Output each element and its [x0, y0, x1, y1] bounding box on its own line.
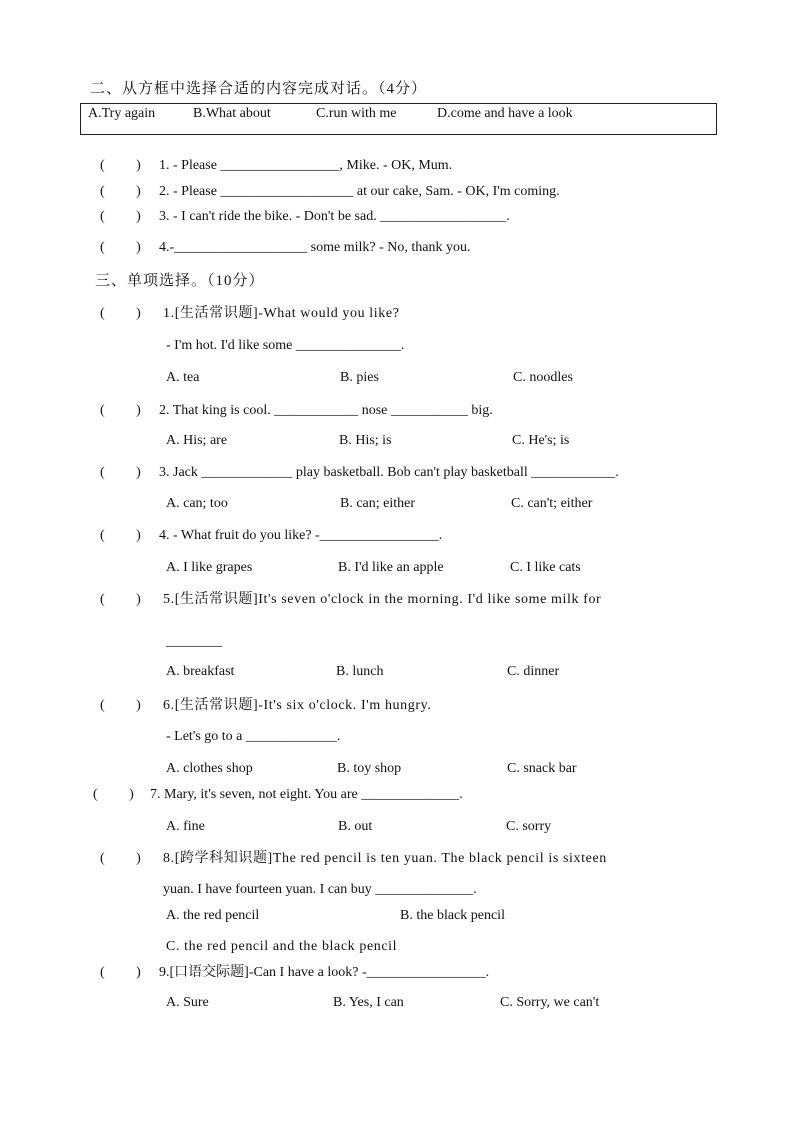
q3-option-c: C. can't; either: [511, 496, 593, 511]
q1-stem: 1.[生活常识题]-What would you like?: [163, 306, 400, 321]
q4-option-b: B. I'd like an apple: [338, 560, 444, 575]
s2-item-2-paren: ( ): [100, 184, 141, 199]
q2-stem: 2. That king is cool. ____________ nose ___________ big.: [159, 403, 493, 418]
q6-stem: 6.[生活常识题]-It's six o'clock. I'm hungry.: [163, 698, 432, 713]
q1-line2: - I'm hot. I'd like some _______________.: [166, 338, 405, 353]
q3-option-a: A. can; too: [166, 496, 228, 511]
q9-paren: ( ): [100, 965, 141, 980]
option-b: B.What about: [193, 106, 271, 121]
q9-option-a: A. Sure: [166, 995, 209, 1010]
q8-stem: 8.[跨学科知识题]The red pencil is ten yuan. The black pencil is sixteen: [163, 851, 607, 866]
option-box: [80, 103, 717, 135]
q1-option-b: B. pies: [340, 370, 379, 385]
q5-stem: 5.[生活常识题]It's seven o'clock in the morning. I'd like some milk for: [163, 592, 602, 607]
q5-paren: ( ): [100, 592, 141, 607]
section-2-heading: 二、从方框中选择合适的内容完成对话。（4分）: [90, 81, 428, 97]
q2-paren: ( ): [100, 403, 141, 418]
q2-option-c: C. He's; is: [512, 433, 570, 448]
s2-item-1-paren: ( ): [100, 158, 141, 173]
q2-option-b: B. His; is: [339, 433, 392, 448]
q8-option-a: A. the red pencil: [166, 908, 260, 923]
q1-option-c: C. noodles: [513, 370, 573, 385]
q8-option-c: C. the red pencil and the black pencil: [166, 939, 398, 954]
s2-item-1: 1. - Please _________________, Mike. - OK, Mum.: [159, 158, 453, 173]
q3-option-b: B. can; either: [340, 496, 416, 511]
q3-paren: ( ): [100, 465, 141, 480]
s2-item-3: 3. - I can't ride the bike. - Don't be sad. __________________.: [159, 209, 510, 224]
q4-stem: 4. - What fruit do you like? -_________________.: [159, 528, 443, 543]
q5-line2: ________: [166, 634, 222, 649]
q1-paren: ( ): [100, 306, 141, 321]
q5-option-b: B. lunch: [336, 664, 384, 679]
option-a: A.Try again: [88, 106, 156, 121]
s2-item-3-paren: ( ): [100, 209, 141, 224]
q5-option-a: A. breakfast: [166, 664, 235, 679]
q6-option-b: B. toy shop: [337, 761, 402, 776]
s2-item-2: 2. - Please ___________________ at our cake, Sam. - OK, I'm coming.: [159, 184, 560, 199]
option-d: D.come and have a look: [437, 106, 573, 121]
q7-option-a: A. fine: [166, 819, 205, 834]
q8-option-b: B. the black pencil: [400, 908, 505, 923]
q4-option-c: C. I like cats: [510, 560, 581, 575]
q9-stem: 9.[口语交际题]-Can I have a look? -_________________.: [159, 965, 490, 980]
option-c: C.run with me: [316, 106, 397, 121]
q7-option-c: C. sorry: [506, 819, 552, 834]
q9-option-c: C. Sorry, we can't: [500, 995, 600, 1010]
q7-paren: ( ): [93, 787, 134, 802]
q3-stem: 3. Jack _____________ play basketball. Bob can't play basketball ____________.: [159, 465, 619, 480]
s2-item-4: 4.-___________________ some milk? - No, thank you.: [159, 240, 471, 255]
q5-option-c: C. dinner: [507, 664, 560, 679]
q8-paren: ( ): [100, 851, 141, 866]
q6-option-c: C. snack bar: [507, 761, 577, 776]
s2-item-4-paren: ( ): [100, 240, 141, 255]
q6-line2: - Let's go to a _____________.: [166, 729, 341, 744]
q7-option-b: B. out: [338, 819, 373, 834]
q6-option-a: A. clothes shop: [166, 761, 253, 776]
section-3-heading: 三、单项选择。（10分）: [95, 273, 265, 289]
q7-stem: 7. Mary, it's seven, not eight. You are ______________.: [150, 787, 463, 802]
q6-paren: ( ): [100, 698, 141, 713]
q4-option-a: A. I like grapes: [166, 560, 253, 575]
q1-option-a: A. tea: [166, 370, 200, 385]
q8-line2: yuan. I have fourteen yuan. I can buy ______________.: [163, 882, 477, 897]
q9-option-b: B. Yes, I can: [333, 995, 404, 1010]
q4-paren: ( ): [100, 528, 141, 543]
q2-option-a: A. His; are: [166, 433, 228, 448]
